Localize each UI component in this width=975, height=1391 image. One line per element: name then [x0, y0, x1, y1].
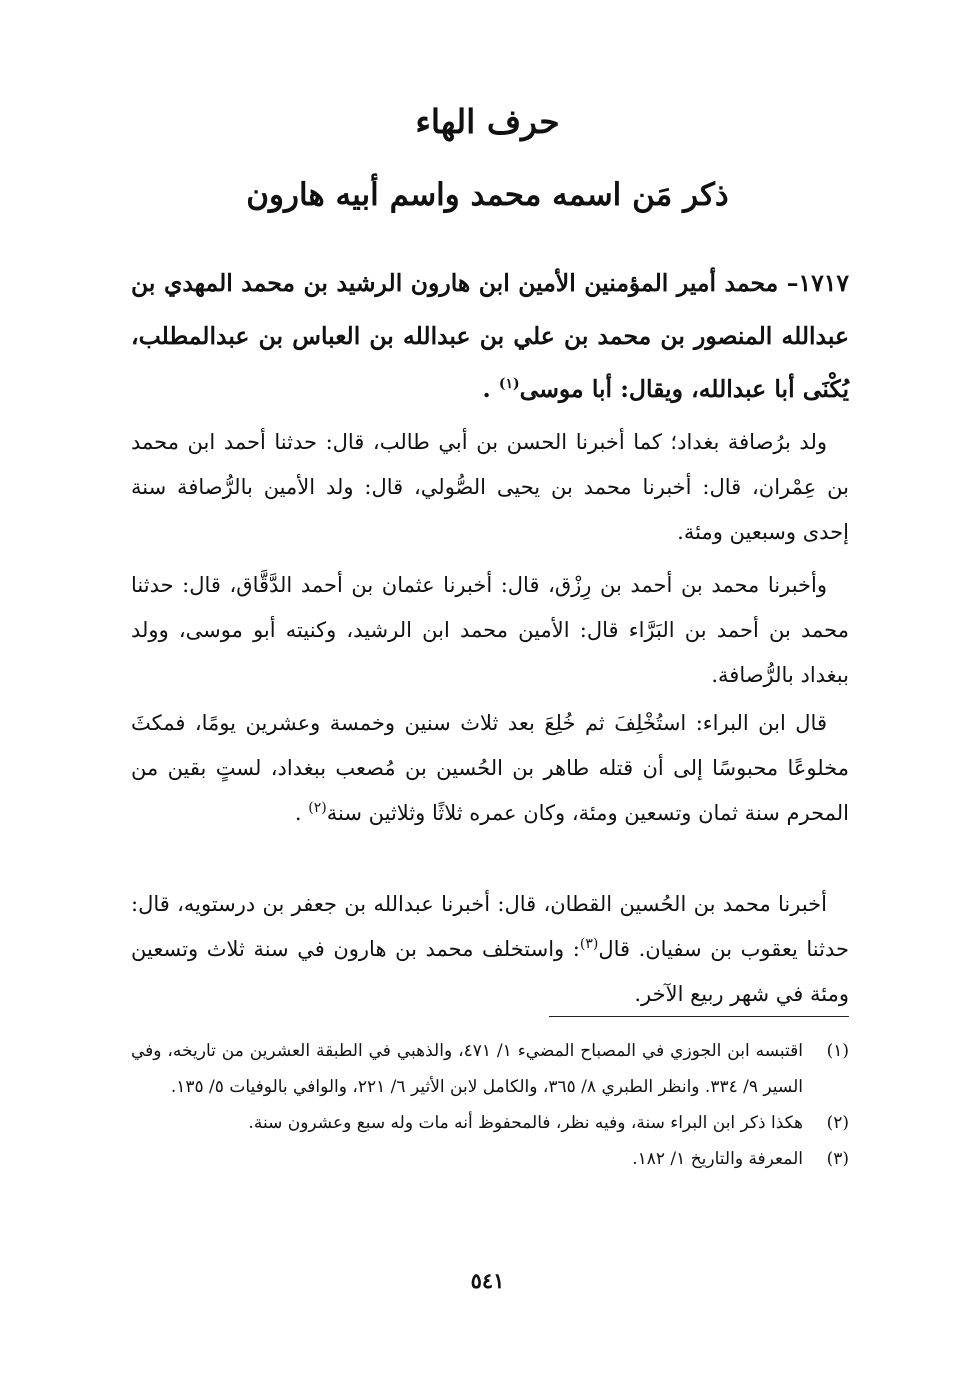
paragraph-text-after: : واستخلف محمد بن هارون في سنة ثلاث وتسعين ومئة في شهر ربيع الآخر. [131, 937, 849, 1006]
paragraph-2 [131, 563, 849, 698]
footnote-text: اقتبسه ابن الجوزي في المصباح المضيء ١/ ٤٧١، والذهبي في الطبقة العشرين من تاريخه، وفي السير ٩/ ٣٣٤. وانظر الطبري ٨/ ٣٦٥، والكامل لابن الأثير ٦/ ٢٢١، والوافي بالوفيات ٥/ ١٣٥. [131, 1041, 803, 1097]
footnote-ref-3[interactable]: (٣) [579, 936, 599, 952]
footnote-divider [549, 1016, 849, 1017]
paragraph-text: ولد برُصافة بغداد؛ كما أخبرنا الحسن بن أبي طالب، قال: حدثنا أحمد ابن محمد بن عِمْران، قال: أخبرنا محمد بن يحيى الصُّولي، قال: ولد الأمين بالرُّصافة سنة إحدى وسبعين ومئة. [131, 430, 849, 544]
footnotes [131, 1033, 849, 1177]
entry-text: محمد أمير المؤمنين الأمين ابن هارون الرشيد بن محمد المهدي بن عبدالله المنصور بن محمد بن علي بن عبدالله بن العباس بن عبدالمطلب، يُكْنَى أبا عبدالله، ويقال: أبا موسى [131, 269, 849, 403]
footnote-1 [131, 1033, 849, 1105]
footnote-ref-2[interactable]: (٢) [308, 800, 327, 816]
footnote-number: (١) [826, 1041, 849, 1061]
page-number: ٥٤١ [470, 1268, 505, 1293]
entry-number: ١٧١٧– [786, 269, 849, 297]
entry-end: . [482, 375, 499, 403]
footnote-3 [131, 1141, 849, 1177]
footnote-text: هكذا ذكر ابن البراء سنة، وفيه نظر، فالمحفوظ أنه مات وله سبع وعشرون سنة. [248, 1113, 803, 1133]
paragraph-1 [131, 420, 849, 555]
footnote-number: (٢) [826, 1113, 849, 1133]
paragraph-text: وأخبرنا محمد بن أحمد بن رِزْق، قال: أخبرنا عثمان بن أحمد الدَّقَّاق، قال: حدثنا محمد بن أحمد بن البَرَّاء قال: الأمين محمد ابن الرشيد، وكنيته أبو موسى، وولد ببغداد بالرُّصافة. [131, 573, 849, 687]
footnote-2 [131, 1105, 849, 1141]
paragraph-text-before: أخبرنا محمد بن الحُسين القطان، قال: أخبرنا عبدالله بن جعفر بن درستويه، قال: حدثنا يعقوب بن سفيان. قال [131, 892, 849, 961]
footnote-text: المعرفة والتاريخ ١/ ١٨٢. [632, 1149, 803, 1169]
footnote-number: (٣) [826, 1149, 849, 1169]
paragraph-3 [131, 701, 849, 836]
paragraph-end: . [294, 801, 309, 825]
section-title: ذكر مَن اسمه محمد واسم أبيه هارون [246, 177, 729, 213]
footnote-ref-1[interactable]: (١) [498, 376, 520, 393]
paragraph-4 [131, 882, 849, 1017]
biography-entry [131, 257, 849, 416]
paragraph-text: قال ابن البراء: استُخْلِفَ ثم خُلِعَ بعد ثلاث سنين وخمسة وعشرين يومًا، فمكثَ مخلوعًا محبوسًا إلى أن قتله طاهر بن الحُسين بن مُصعب ببغداد، لستٍ بقين من المحرم سنة ثمان وتسعين ومئة، وكان عمره ثلاثًا وثلاثين سنة [131, 711, 849, 825]
chapter-title: حرف الهاء [415, 102, 560, 141]
